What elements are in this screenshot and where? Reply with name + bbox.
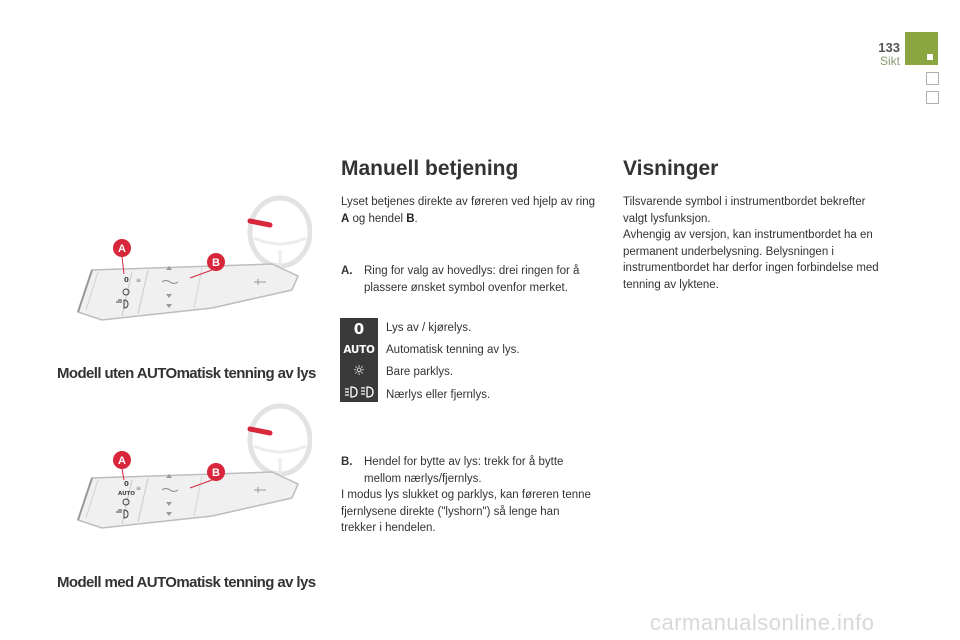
marker-a: A bbox=[118, 243, 126, 255]
svg-text:≡: ≡ bbox=[136, 485, 142, 492]
item-b-label: B. bbox=[341, 456, 353, 468]
stalk-illustration-manual bbox=[62, 190, 312, 340]
item-a-text: Ring for valg av hovedlys: drei ringen for å plassere ønsket symbol ovenfor merket. bbox=[364, 265, 580, 294]
figure-caption-auto: Modell med AUTOmatisk tenning av lys bbox=[57, 574, 316, 591]
marker-b: B bbox=[212, 257, 220, 269]
symbol-label-auto: Automatisk tenning av lys. bbox=[386, 344, 520, 356]
symbol-strip bbox=[340, 318, 378, 402]
item-a-label: A. bbox=[341, 265, 353, 277]
page-number: 133 bbox=[878, 40, 900, 55]
auto-symbol-icon: AUTO bbox=[343, 343, 375, 356]
auto-ring-label: AUTO bbox=[118, 491, 135, 497]
svg-text:≡: ≡ bbox=[136, 277, 142, 284]
paragraph-b: I modus lys slukket og parklys, kan føreren tenne fjernlysene direkte ("lyshorn") så lenge han trekker i hendelen. bbox=[341, 489, 591, 534]
watermark: carmanualsonline.info bbox=[650, 610, 875, 635]
stalk-illustration-auto bbox=[62, 398, 312, 548]
zero-symbol-icon: 0 bbox=[353, 319, 365, 338]
svg-text:0: 0 bbox=[124, 276, 129, 284]
manual-intro: Lyset betjenes direkte av føreren ved hjelp av ring A og hendel B. bbox=[341, 196, 595, 225]
symbol-label-off: Lys av / kjørelys. bbox=[386, 322, 472, 334]
marker-a: A bbox=[118, 455, 126, 467]
figure-caption-manual: Modell uten AUTOmatisk tenning av lys bbox=[57, 365, 316, 382]
headlight-icon bbox=[340, 381, 378, 402]
section-label: Sikt bbox=[879, 54, 900, 68]
chapter-tab-2[interactable] bbox=[926, 72, 939, 85]
displays-paragraph: Tilsvarende symbol i instrumentbordet bekrefter valgt lysfunksjon. Avhengig av versjon, kan instrumentbordet ha en permanent underbelysning. Belysningen i instrumentbordet har derfor ingen forbindelse med tenning av lyktene. bbox=[623, 196, 879, 291]
symbol-label-headlight: Nærlys eller fjernlys. bbox=[386, 389, 491, 401]
item-b-text: Hendel for bytte av lys: trekk for å bytte mellom nærlys/fjernlys. bbox=[364, 456, 564, 485]
parking-light-icon: ☼ bbox=[352, 362, 366, 379]
displays-heading: Visninger bbox=[623, 157, 719, 180]
symbol-label-parking: Bare parklys. bbox=[386, 366, 454, 378]
chapter-tab-active[interactable] bbox=[905, 32, 938, 65]
chapter-tab-3[interactable] bbox=[926, 91, 939, 104]
svg-text:0: 0 bbox=[124, 480, 129, 488]
manual-heading: Manuell betjening bbox=[341, 157, 519, 180]
tab-square-icon bbox=[927, 54, 933, 60]
marker-b: B bbox=[212, 467, 220, 479]
